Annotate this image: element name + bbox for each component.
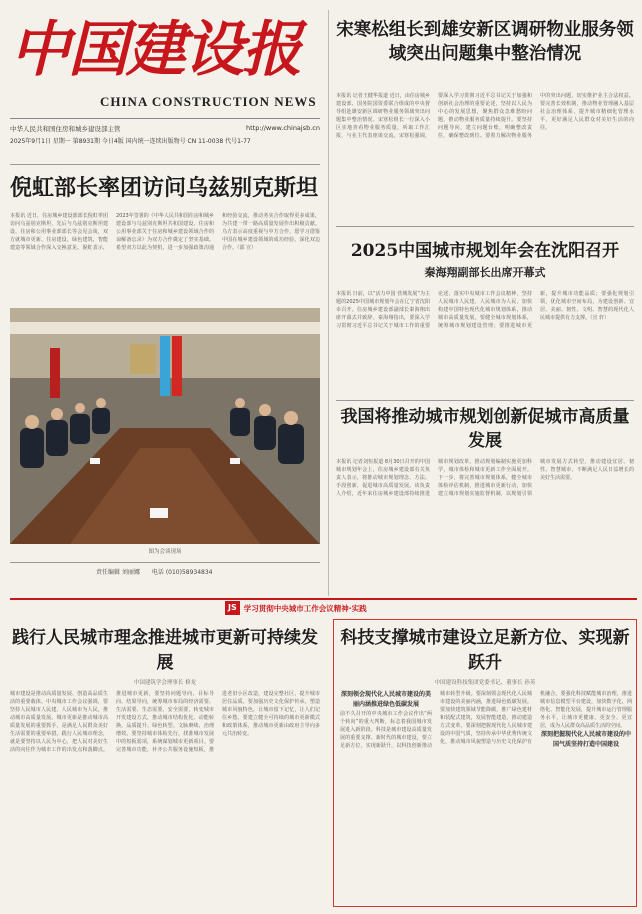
banner-tag: JS xyxy=(225,601,240,615)
article-body-tech-support: 前不久召开的中央城市工作会议作出“两个转向”的重大判断，标志着我国城市发展进入新阶段。科技是城市建设高质量发展的重要支撑。新时代的城市建设，要立足新方位，实现新跃升，以科技创新推动城市转型升级。要深刻领会现代化人民城市建设的美丽内涵，推进绿色低碳发展。要加快建筑领域节能降碳，推广绿色建材和装配式建筑，发展智能建造，推动建造方式变革。要深刻把握现代化人民城市建设的中国气质，坚持传承中华优秀传统文化，推动城市风貌塑造与历史文化保护有机融合。要强化科技赋能城市治理，推进城市信息模型平台建设，加快数字化、网络化、智能化发展，提升城市运行管理服务水平，让城市更健康、更安全、更宜居，成为人民群众高品质生活的空间。 xyxy=(340,691,632,749)
editor-line xyxy=(96,567,213,576)
masthead xyxy=(10,6,320,166)
headline-people-city[interactable]: 践行人民城市理念推进城市更新可持续发展 xyxy=(12,628,318,673)
meeting-photo xyxy=(10,308,320,544)
subheadline-planning-conference: 秦海翔副部长出席开幕式 xyxy=(424,266,546,279)
subhead-tech-2: 深刻把握现代化人民城市建设的中国气质坚持打造中国建设 xyxy=(540,731,631,748)
byline-people-city: 中国建筑学会理事长 修龙 xyxy=(133,680,197,686)
masthead-sponsor: 中华人民共和国住房和城乡建设部主管 xyxy=(10,125,121,133)
masthead-website[interactable]: http://www.chinajsb.cn xyxy=(245,124,320,132)
headline-lead[interactable]: 倪虹部长率团访问乌兹别克斯坦 xyxy=(10,175,319,201)
section-divider xyxy=(10,164,320,165)
byline-tech-support: 中国建设科技集团党委书记、董事长 孙英 xyxy=(434,680,536,686)
article-body-lead: 本报讯 近日，住房城乡建设部部长倪虹率团访问乌兹别克斯坦，先后与乌兹别克斯坦建设、住房和公用事业部部长等会见会谈，双方就城市更新、住房建设、绿色建筑、智能建造等领域合作深入交换意见。倪虹表示，2023年签署的《中华人民共和国住房和城乡建设部与乌兹别克斯坦共和国建设、住房和公用事业部关于住房和城乡建设领域合作的谅解备忘录》为双方合作奠定了坚实基础。希望双方以此为契机，进一步加强政策沟通和经验交流，推动务实合作取得更多成果，为共建一带一路高质量发展作出积极贡献。乌方表示高度重视与中方合作，愿学习借鉴中国在城乡建设领域的成功经验，深化双边合作。（邵 宣） xyxy=(10,213,320,251)
masthead-divider xyxy=(10,118,320,119)
headline-planning-reform[interactable]: 我国将推动城市规划创新促城市高质量发展 xyxy=(340,407,630,451)
article-body-people-city: 城市建设是推动高质量发展、创造高品质生活的重要载体。中央城市工作会议强调，要坚持人民城市人民建、人民城市为人民，推动城市高质量发展。城市更新是推动城市高质量发展的重要抓手，是满足人民群众美好生活需要的重要举措。践行人民城市理念，就是要坚持以人民为中心，把人民对美好生活的向往作为城市工作的出发点和落脚点。推进城市更新，要坚持问题导向、目标导向、结果导向，统筹城市布局的经济需要、生活需要、生态需要、安全需要，转变城市开发建设方式，推动城市结构优化、动能转换、品质提升、绿色转型、文脉赓续、治理增效。要坚持城市体检先行，找准城市发展中的短板弱项，系统谋划城市更新项目。要完善城市功能，补齐公共服务设施短板，推进老旧小区改造，建设完整社区，提升城市居住品质。要加强历史文化保护传承，塑造城市风貌特色，让城市留下记忆，让人们记住乡愁。要建立健全可持续的城市更新模式和政策体系，推动城市更新由政府主导向多元共治转变。 xyxy=(10,691,320,753)
masthead-info-row xyxy=(10,124,320,133)
article-body-planning-conference: 本报讯 日前，以“活力中国 营城发展”为主题的2025中国城市规划年会在辽宁省沈阳市召开。住房城乡建设部副部长秦海翔出席开幕式并致辞。秦海翔指出，要深入学习贯彻习近平总书记关于城市工作的重要论述，落实中央城市工作会议精神，坚持人民城市人民建、人民城市为人民，加快构建中国特色现代化城市规划体系，推动城市高质量发展。要健全城市规划体系，统筹城市规划建设管理；要推进城市更新，提升城市功能品质；要强化规划引领，优化城市空间布局，为建设创新、宜居、美丽、韧性、文明、智慧的现代化人民城市提供有力支撑。（宣 轩） xyxy=(336,291,634,329)
column-divider xyxy=(328,10,329,596)
masthead-issue-info: 2025年9月1日 星期一 第8931期 今日4版 国内统一连续出版物号 CN 11-0038 代号1-77 xyxy=(10,138,251,145)
article-body-planning-reform: 本报讯 记者刘恒报道 8月30日召开的中国城市规划年会上，住房城乡建设部有关负责人表示，将推动城市规划理念、方法、手段创新，促进城市高质量发展。该负责人介绍，近年来住房城乡建设部持续推进城市规划改革，推动规划编制实施更加科学，城市体检和城市更新工作全面展开。下一步，将完善城市规划体系，健全城市体检评估机制，推进城市更新行动，加快建立城市规划实施监督机制，以规划引领城市发展方式转型，推动建设宜居、韧性、智慧城市，不断满足人民日益增长的美好生活需要。 xyxy=(336,459,634,497)
meeting-photo-illustration xyxy=(10,308,320,544)
section-banner xyxy=(225,600,367,616)
section-divider xyxy=(336,226,634,227)
article-body-top-right: 本报讯 记者王健华报道 近日，由住房城乡建设部、国务院国资委联合组成的中央督导组赴雄安新区调研物业服务领域突出问题集中整治情况。宋寒松组长一行深入小区实地查看物业服务质量，听取工作汇报，与业主代表座谈交流。宋寒松强调，要深入学习贯彻习近平总书记关于加强和创新社会治理的重要论述，坚持以人民为中心的发展思想，聚焦群众急难愁盼问题，推动物业服务质量持续提升。要坚持问题导向，建立问题台账，明确整改责任，确保整改到位。要着力解决物业服务中的突出问题，切实维护业主合法权益。要完善长效机制，推动物业管理融入基层社会治理体系，提升城市精细化管理水平，更好满足人民群众对美好生活的向往。 xyxy=(336,93,634,139)
banner-text: 学习贯彻中央城市工作会议精神·实践 xyxy=(243,603,367,613)
photo-caption: 图为会谈现场 xyxy=(148,549,182,555)
subhead-tech-1: 深刻领会现代化人民城市建设的美丽内涵推进绿色低碳发展 xyxy=(340,691,431,708)
editor-phone: 电话 (010)58934834 xyxy=(151,569,213,576)
article-body-tech-support-wrap xyxy=(340,690,632,904)
section-divider xyxy=(336,400,634,401)
editor-name: 责任编辑 刘丽娜 xyxy=(96,569,140,576)
headline-top-right[interactable]: 宋寒松组长到雄安新区调研物业服务领域突出问题集中整治情况 xyxy=(336,20,634,64)
section-divider xyxy=(10,562,320,563)
headline-tech-support[interactable]: 科技支撑城市建设立足新方位、实现新跃升 xyxy=(340,628,630,673)
masthead-logo: 中国建设报 xyxy=(10,15,300,85)
headline-planning-conference[interactable]: 2025中国城市规划年会在沈阳召开 xyxy=(350,241,620,261)
masthead-english-name: CHINA CONSTRUCTION NEWS xyxy=(100,94,317,109)
